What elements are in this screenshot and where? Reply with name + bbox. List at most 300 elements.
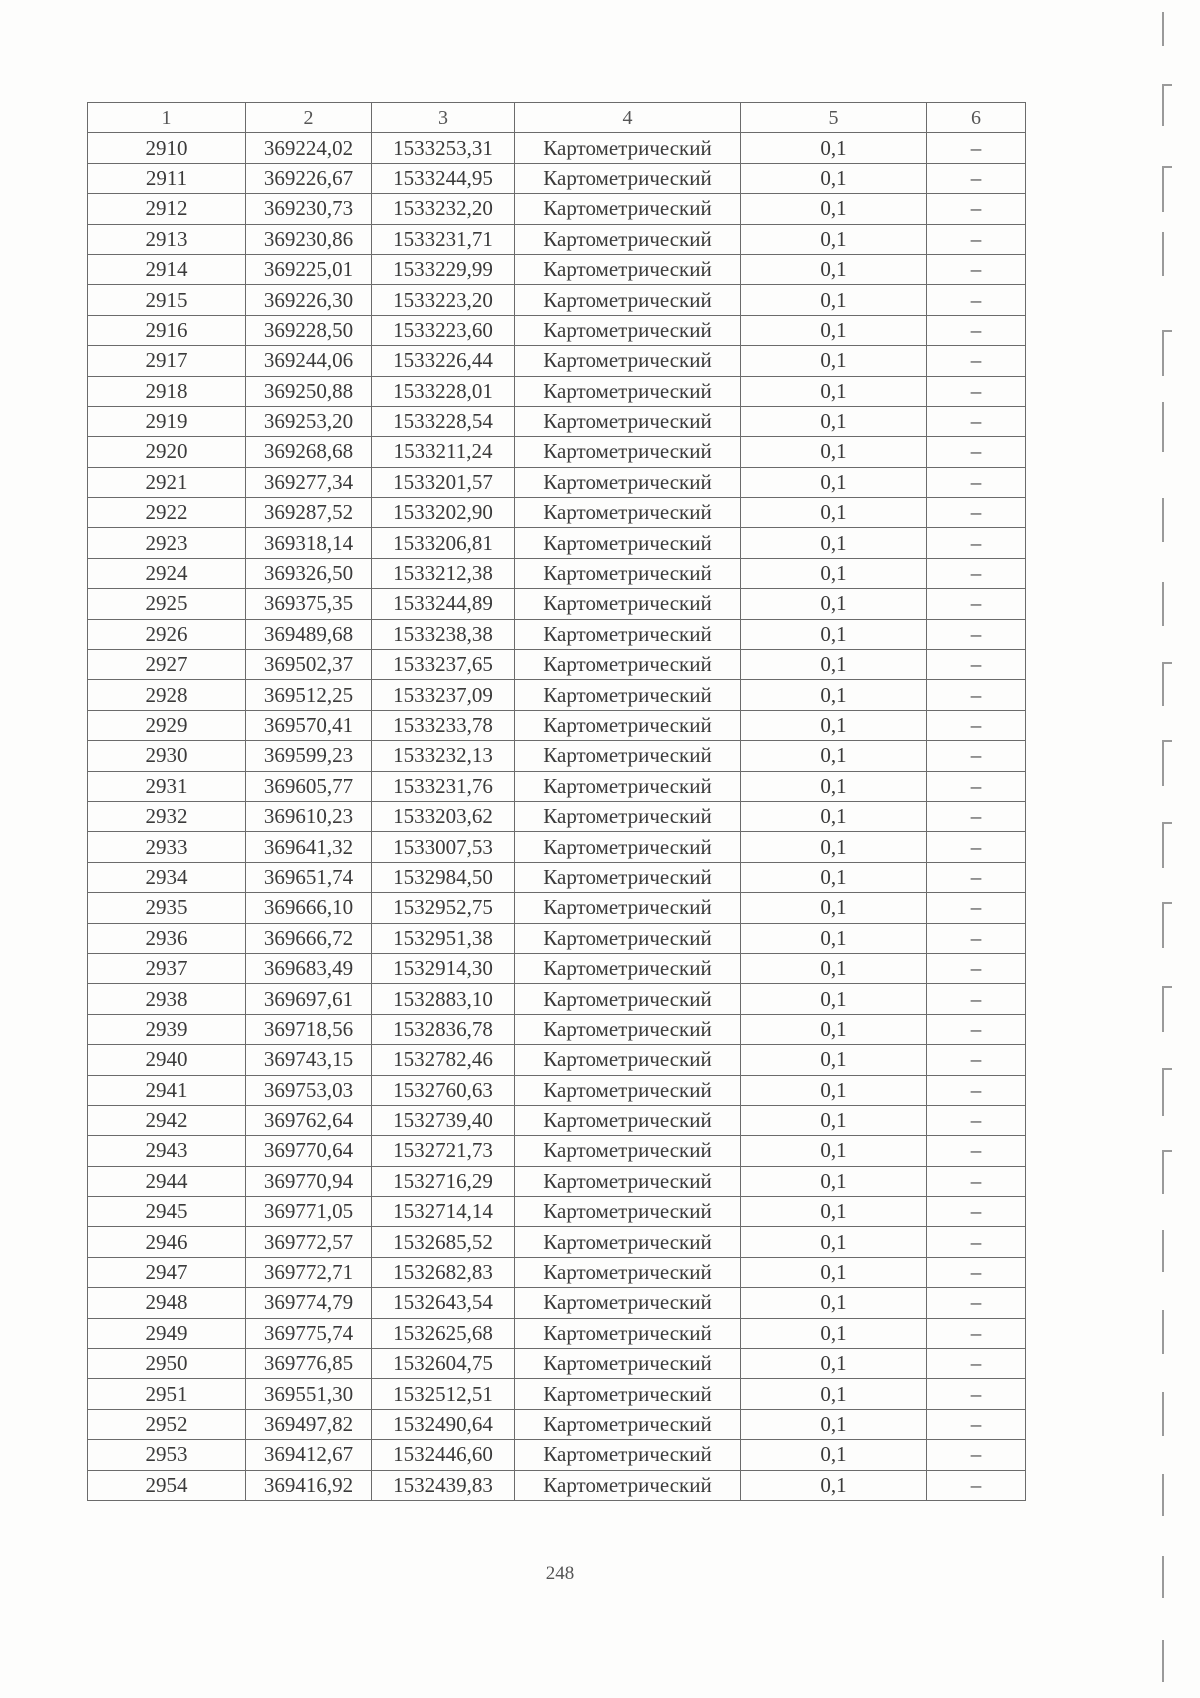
- x-coordinate-cell: 369268,68: [246, 437, 372, 467]
- table-row: [88, 194, 1026, 224]
- table-row: [88, 1166, 1026, 1196]
- point-number-cell: 2939: [88, 1014, 246, 1044]
- point-number-cell: 2917: [88, 346, 246, 376]
- note-cell: –: [927, 1349, 1026, 1379]
- note-cell: –: [927, 528, 1026, 558]
- method-cell: Картометрический: [515, 194, 741, 224]
- scan-edge-mark: [1162, 402, 1172, 452]
- table-row: [88, 1045, 1026, 1075]
- table-row: [88, 1288, 1026, 1318]
- method-cell: Картометрический: [515, 650, 741, 680]
- point-number-cell: 2914: [88, 254, 246, 284]
- note-cell: –: [927, 953, 1026, 983]
- note-cell: –: [927, 1470, 1026, 1500]
- y-coordinate-cell: 1533237,09: [372, 680, 515, 710]
- scan-edge-mark: [1162, 1230, 1172, 1272]
- note-cell: –: [927, 1197, 1026, 1227]
- note-cell: –: [927, 376, 1026, 406]
- x-coordinate-cell: 369250,88: [246, 376, 372, 406]
- table-row: [88, 1440, 1026, 1470]
- point-number-cell: 2910: [88, 133, 246, 163]
- point-number-cell: 2923: [88, 528, 246, 558]
- accuracy-cell: 0,1: [741, 741, 927, 771]
- method-cell: Картометрический: [515, 1075, 741, 1105]
- table-row: [88, 619, 1026, 649]
- y-coordinate-cell: 1533253,31: [372, 133, 515, 163]
- table-row: [88, 771, 1026, 801]
- y-coordinate-cell: 1532836,78: [372, 1014, 515, 1044]
- accuracy-cell: 0,1: [741, 528, 927, 558]
- y-coordinate-cell: 1533231,76: [372, 771, 515, 801]
- note-cell: –: [927, 1075, 1026, 1105]
- method-cell: Картометрический: [515, 1045, 741, 1075]
- scan-edge-mark: [1162, 1392, 1172, 1436]
- method-cell: Картометрический: [515, 801, 741, 831]
- point-number-cell: 2940: [88, 1045, 246, 1075]
- table-row: [88, 224, 1026, 254]
- point-number-cell: 2913: [88, 224, 246, 254]
- x-coordinate-cell: 369416,92: [246, 1470, 372, 1500]
- table-row: [88, 1014, 1026, 1044]
- table-row: [88, 923, 1026, 953]
- scan-edge-mark: [1162, 662, 1172, 706]
- y-coordinate-cell: 1532716,29: [372, 1166, 515, 1196]
- method-cell: Картометрический: [515, 254, 741, 284]
- x-coordinate-cell: 369775,74: [246, 1318, 372, 1348]
- y-coordinate-cell: 1532643,54: [372, 1288, 515, 1318]
- y-coordinate-cell: 1533232,20: [372, 194, 515, 224]
- y-coordinate-cell: 1532439,83: [372, 1470, 515, 1500]
- x-coordinate-cell: 369666,10: [246, 893, 372, 923]
- point-number-cell: 2921: [88, 467, 246, 497]
- table-row: [88, 893, 1026, 923]
- x-coordinate-cell: 369770,94: [246, 1166, 372, 1196]
- accuracy-cell: 0,1: [741, 650, 927, 680]
- x-coordinate-cell: 369770,64: [246, 1136, 372, 1166]
- method-cell: Картометрический: [515, 498, 741, 528]
- note-cell: –: [927, 285, 1026, 315]
- accuracy-cell: 0,1: [741, 133, 927, 163]
- note-cell: –: [927, 710, 1026, 740]
- x-coordinate-cell: 369497,82: [246, 1409, 372, 1439]
- x-coordinate-cell: 369772,71: [246, 1257, 372, 1287]
- column-header-4: 4: [515, 103, 741, 133]
- point-number-cell: 2922: [88, 498, 246, 528]
- accuracy-cell: 0,1: [741, 1379, 927, 1409]
- y-coordinate-cell: 1533244,89: [372, 589, 515, 619]
- table-row: [88, 862, 1026, 892]
- method-cell: Картометрический: [515, 1440, 741, 1470]
- x-coordinate-cell: 369762,64: [246, 1105, 372, 1135]
- note-cell: –: [927, 1045, 1026, 1075]
- scan-edge-mark: [1162, 1474, 1172, 1516]
- note-cell: –: [927, 315, 1026, 345]
- x-coordinate-cell: 369244,06: [246, 346, 372, 376]
- table-row: [88, 1318, 1026, 1348]
- y-coordinate-cell: 1532952,75: [372, 893, 515, 923]
- table-row: [88, 953, 1026, 983]
- point-number-cell: 2942: [88, 1105, 246, 1135]
- accuracy-cell: 0,1: [741, 558, 927, 588]
- table-row: [88, 801, 1026, 831]
- method-cell: Картометрический: [515, 163, 741, 193]
- scan-edge-mark: [1162, 740, 1172, 786]
- accuracy-cell: 0,1: [741, 1288, 927, 1318]
- y-coordinate-cell: 1532914,30: [372, 953, 515, 983]
- point-number-cell: 2954: [88, 1470, 246, 1500]
- note-cell: –: [927, 984, 1026, 1014]
- x-coordinate-cell: 369375,35: [246, 589, 372, 619]
- coordinates-table: [87, 102, 1026, 1501]
- y-coordinate-cell: 1533237,65: [372, 650, 515, 680]
- table-row: [88, 346, 1026, 376]
- table-row: [88, 650, 1026, 680]
- y-coordinate-cell: 1533231,71: [372, 224, 515, 254]
- method-cell: Картометрический: [515, 1014, 741, 1044]
- x-coordinate-cell: 369277,34: [246, 467, 372, 497]
- point-number-cell: 2944: [88, 1166, 246, 1196]
- table-row: [88, 376, 1026, 406]
- table-row: [88, 1197, 1026, 1227]
- point-number-cell: 2929: [88, 710, 246, 740]
- scan-edge-mark: [1162, 822, 1172, 868]
- note-cell: –: [927, 346, 1026, 376]
- accuracy-cell: 0,1: [741, 984, 927, 1014]
- x-coordinate-cell: 369502,37: [246, 650, 372, 680]
- x-coordinate-cell: 369512,25: [246, 680, 372, 710]
- x-coordinate-cell: 369753,03: [246, 1075, 372, 1105]
- note-cell: –: [927, 680, 1026, 710]
- method-cell: Картометрический: [515, 1227, 741, 1257]
- accuracy-cell: 0,1: [741, 406, 927, 436]
- y-coordinate-cell: 1532490,64: [372, 1409, 515, 1439]
- table-row: [88, 1075, 1026, 1105]
- x-coordinate-cell: 369641,32: [246, 832, 372, 862]
- y-coordinate-cell: 1533226,44: [372, 346, 515, 376]
- table-row: [88, 589, 1026, 619]
- x-coordinate-cell: 369774,79: [246, 1288, 372, 1318]
- x-coordinate-cell: 369226,30: [246, 285, 372, 315]
- method-cell: Картометрический: [515, 1136, 741, 1166]
- column-header-6: 6: [927, 103, 1026, 133]
- note-cell: –: [927, 893, 1026, 923]
- table-row: [88, 1349, 1026, 1379]
- y-coordinate-cell: 1533228,54: [372, 406, 515, 436]
- point-number-cell: 2916: [88, 315, 246, 345]
- y-coordinate-cell: 1533211,24: [372, 437, 515, 467]
- x-coordinate-cell: 369226,67: [246, 163, 372, 193]
- x-coordinate-cell: 369772,57: [246, 1227, 372, 1257]
- table-row: [88, 1409, 1026, 1439]
- method-cell: Картометрический: [515, 710, 741, 740]
- y-coordinate-cell: 1533203,62: [372, 801, 515, 831]
- method-cell: Картометрический: [515, 1379, 741, 1409]
- note-cell: –: [927, 1014, 1026, 1044]
- method-cell: Картометрический: [515, 133, 741, 163]
- note-cell: –: [927, 1409, 1026, 1439]
- accuracy-cell: 0,1: [741, 224, 927, 254]
- table-row: [88, 133, 1026, 163]
- accuracy-cell: 0,1: [741, 1349, 927, 1379]
- coordinates-table-container: [87, 102, 1025, 1501]
- y-coordinate-cell: 1533238,38: [372, 619, 515, 649]
- table-row: [88, 741, 1026, 771]
- note-cell: –: [927, 1105, 1026, 1135]
- table-row: [88, 558, 1026, 588]
- scan-edge-mark: [1162, 1556, 1172, 1598]
- method-cell: Картометрический: [515, 741, 741, 771]
- method-cell: Картометрический: [515, 589, 741, 619]
- method-cell: Картометрический: [515, 923, 741, 953]
- scan-edge-mark: [1162, 582, 1172, 626]
- accuracy-cell: 0,1: [741, 1197, 927, 1227]
- x-coordinate-cell: 369287,52: [246, 498, 372, 528]
- accuracy-cell: 0,1: [741, 1318, 927, 1348]
- x-coordinate-cell: 369225,01: [246, 254, 372, 284]
- table-row: [88, 832, 1026, 862]
- note-cell: –: [927, 741, 1026, 771]
- point-number-cell: 2949: [88, 1318, 246, 1348]
- accuracy-cell: 0,1: [741, 437, 927, 467]
- table-row: [88, 1136, 1026, 1166]
- point-number-cell: 2943: [88, 1136, 246, 1166]
- table-row: [88, 1379, 1026, 1409]
- note-cell: –: [927, 467, 1026, 497]
- point-number-cell: 2946: [88, 1227, 246, 1257]
- method-cell: Картометрический: [515, 1349, 741, 1379]
- y-coordinate-cell: 1532625,68: [372, 1318, 515, 1348]
- point-number-cell: 2919: [88, 406, 246, 436]
- y-coordinate-cell: 1533201,57: [372, 467, 515, 497]
- table-row: [88, 1470, 1026, 1500]
- table-row: [88, 406, 1026, 436]
- note-cell: –: [927, 923, 1026, 953]
- x-coordinate-cell: 369230,73: [246, 194, 372, 224]
- table-header: [88, 103, 1026, 133]
- note-cell: –: [927, 801, 1026, 831]
- x-coordinate-cell: 369718,56: [246, 1014, 372, 1044]
- header-row: [88, 103, 1026, 133]
- note-cell: –: [927, 224, 1026, 254]
- y-coordinate-cell: 1533206,81: [372, 528, 515, 558]
- y-coordinate-cell: 1533233,78: [372, 710, 515, 740]
- accuracy-cell: 0,1: [741, 1470, 927, 1500]
- accuracy-cell: 0,1: [741, 1409, 927, 1439]
- accuracy-cell: 0,1: [741, 163, 927, 193]
- scan-edge-mark: [1162, 1068, 1172, 1116]
- note-cell: –: [927, 862, 1026, 892]
- x-coordinate-cell: 369253,20: [246, 406, 372, 436]
- accuracy-cell: 0,1: [741, 346, 927, 376]
- accuracy-cell: 0,1: [741, 1045, 927, 1075]
- scan-edge-mark: [1162, 1640, 1172, 1682]
- table-row: [88, 315, 1026, 345]
- note-cell: –: [927, 771, 1026, 801]
- page-number: 248: [545, 1563, 575, 1584]
- method-cell: Картометрический: [515, 1288, 741, 1318]
- point-number-cell: 2948: [88, 1288, 246, 1318]
- point-number-cell: 2952: [88, 1409, 246, 1439]
- x-coordinate-cell: 369551,30: [246, 1379, 372, 1409]
- x-coordinate-cell: 369412,67: [246, 1440, 372, 1470]
- x-coordinate-cell: 369605,77: [246, 771, 372, 801]
- x-coordinate-cell: 369683,49: [246, 953, 372, 983]
- method-cell: Картометрический: [515, 346, 741, 376]
- y-coordinate-cell: 1532721,73: [372, 1136, 515, 1166]
- point-number-cell: 2938: [88, 984, 246, 1014]
- method-cell: Картометрический: [515, 680, 741, 710]
- x-coordinate-cell: 369610,23: [246, 801, 372, 831]
- accuracy-cell: 0,1: [741, 1136, 927, 1166]
- y-coordinate-cell: 1533202,90: [372, 498, 515, 528]
- point-number-cell: 2945: [88, 1197, 246, 1227]
- y-coordinate-cell: 1533228,01: [372, 376, 515, 406]
- method-cell: Картометрический: [515, 1409, 741, 1439]
- note-cell: –: [927, 1227, 1026, 1257]
- method-cell: Картометрический: [515, 224, 741, 254]
- table-row: [88, 498, 1026, 528]
- x-coordinate-cell: 369318,14: [246, 528, 372, 558]
- x-coordinate-cell: 369666,72: [246, 923, 372, 953]
- scan-edge-mark: [1162, 1310, 1172, 1354]
- point-number-cell: 2924: [88, 558, 246, 588]
- note-cell: –: [927, 1379, 1026, 1409]
- method-cell: Картометрический: [515, 528, 741, 558]
- method-cell: Картометрический: [515, 1470, 741, 1500]
- note-cell: –: [927, 498, 1026, 528]
- note-cell: –: [927, 1288, 1026, 1318]
- y-coordinate-cell: 1532682,83: [372, 1257, 515, 1287]
- point-number-cell: 2927: [88, 650, 246, 680]
- accuracy-cell: 0,1: [741, 893, 927, 923]
- note-cell: –: [927, 1440, 1026, 1470]
- note-cell: –: [927, 133, 1026, 163]
- point-number-cell: 2920: [88, 437, 246, 467]
- point-number-cell: 2953: [88, 1440, 246, 1470]
- accuracy-cell: 0,1: [741, 862, 927, 892]
- x-coordinate-cell: 369599,23: [246, 741, 372, 771]
- table-row: [88, 1227, 1026, 1257]
- y-coordinate-cell: 1532984,50: [372, 862, 515, 892]
- table-row: [88, 680, 1026, 710]
- accuracy-cell: 0,1: [741, 467, 927, 497]
- point-number-cell: 2934: [88, 862, 246, 892]
- note-cell: –: [927, 163, 1026, 193]
- method-cell: Картометрический: [515, 437, 741, 467]
- point-number-cell: 2950: [88, 1349, 246, 1379]
- scan-edge-mark: [1162, 166, 1172, 212]
- accuracy-cell: 0,1: [741, 1227, 927, 1257]
- accuracy-cell: 0,1: [741, 194, 927, 224]
- accuracy-cell: 0,1: [741, 1075, 927, 1105]
- y-coordinate-cell: 1533244,95: [372, 163, 515, 193]
- table-row: [88, 467, 1026, 497]
- table-row: [88, 163, 1026, 193]
- table-body: [88, 133, 1026, 1501]
- y-coordinate-cell: 1532685,52: [372, 1227, 515, 1257]
- scan-edge-mark: [1162, 330, 1172, 376]
- point-number-cell: 2931: [88, 771, 246, 801]
- method-cell: Картометрический: [515, 619, 741, 649]
- note-cell: –: [927, 1318, 1026, 1348]
- accuracy-cell: 0,1: [741, 589, 927, 619]
- y-coordinate-cell: 1532446,60: [372, 1440, 515, 1470]
- point-number-cell: 2935: [88, 893, 246, 923]
- column-header-5: 5: [741, 103, 927, 133]
- accuracy-cell: 0,1: [741, 832, 927, 862]
- x-coordinate-cell: 369489,68: [246, 619, 372, 649]
- y-coordinate-cell: 1532782,46: [372, 1045, 515, 1075]
- accuracy-cell: 0,1: [741, 953, 927, 983]
- y-coordinate-cell: 1533223,60: [372, 315, 515, 345]
- method-cell: Картометрический: [515, 1197, 741, 1227]
- method-cell: Картометрический: [515, 558, 741, 588]
- accuracy-cell: 0,1: [741, 619, 927, 649]
- table-row: [88, 528, 1026, 558]
- x-coordinate-cell: 369228,50: [246, 315, 372, 345]
- point-number-cell: 2936: [88, 923, 246, 953]
- point-number-cell: 2937: [88, 953, 246, 983]
- point-number-cell: 2912: [88, 194, 246, 224]
- y-coordinate-cell: 1532604,75: [372, 1349, 515, 1379]
- point-number-cell: 2928: [88, 680, 246, 710]
- accuracy-cell: 0,1: [741, 1440, 927, 1470]
- note-cell: –: [927, 254, 1026, 284]
- method-cell: Картометрический: [515, 1166, 741, 1196]
- scan-edge-mark: [1162, 1150, 1172, 1194]
- point-number-cell: 2951: [88, 1379, 246, 1409]
- point-number-cell: 2947: [88, 1257, 246, 1287]
- x-coordinate-cell: 369743,15: [246, 1045, 372, 1075]
- method-cell: Картометрический: [515, 1318, 741, 1348]
- point-number-cell: 2925: [88, 589, 246, 619]
- table-row: [88, 437, 1026, 467]
- accuracy-cell: 0,1: [741, 801, 927, 831]
- note-cell: –: [927, 1166, 1026, 1196]
- method-cell: Картометрический: [515, 1105, 741, 1135]
- accuracy-cell: 0,1: [741, 376, 927, 406]
- scan-edge-mark: [1162, 986, 1172, 1032]
- method-cell: Картометрический: [515, 832, 741, 862]
- scan-edge-mark: [1162, 902, 1172, 948]
- method-cell: Картометрический: [515, 953, 741, 983]
- accuracy-cell: 0,1: [741, 1014, 927, 1044]
- table-row: [88, 285, 1026, 315]
- accuracy-cell: 0,1: [741, 254, 927, 284]
- accuracy-cell: 0,1: [741, 710, 927, 740]
- scan-edge-mark: [1162, 12, 1172, 46]
- note-cell: –: [927, 589, 1026, 619]
- table-row: [88, 984, 1026, 1014]
- method-cell: Картометрический: [515, 862, 741, 892]
- x-coordinate-cell: 369697,61: [246, 984, 372, 1014]
- scan-edge-mark: [1162, 232, 1172, 276]
- x-coordinate-cell: 369776,85: [246, 1349, 372, 1379]
- point-number-cell: 2930: [88, 741, 246, 771]
- y-coordinate-cell: 1532760,63: [372, 1075, 515, 1105]
- y-coordinate-cell: 1532883,10: [372, 984, 515, 1014]
- y-coordinate-cell: 1532951,38: [372, 923, 515, 953]
- point-number-cell: 2915: [88, 285, 246, 315]
- y-coordinate-cell: 1532512,51: [372, 1379, 515, 1409]
- note-cell: –: [927, 437, 1026, 467]
- x-coordinate-cell: 369224,02: [246, 133, 372, 163]
- accuracy-cell: 0,1: [741, 1105, 927, 1135]
- note-cell: –: [927, 1136, 1026, 1166]
- note-cell: –: [927, 650, 1026, 680]
- table-row: [88, 710, 1026, 740]
- column-header-1: 1: [88, 103, 246, 133]
